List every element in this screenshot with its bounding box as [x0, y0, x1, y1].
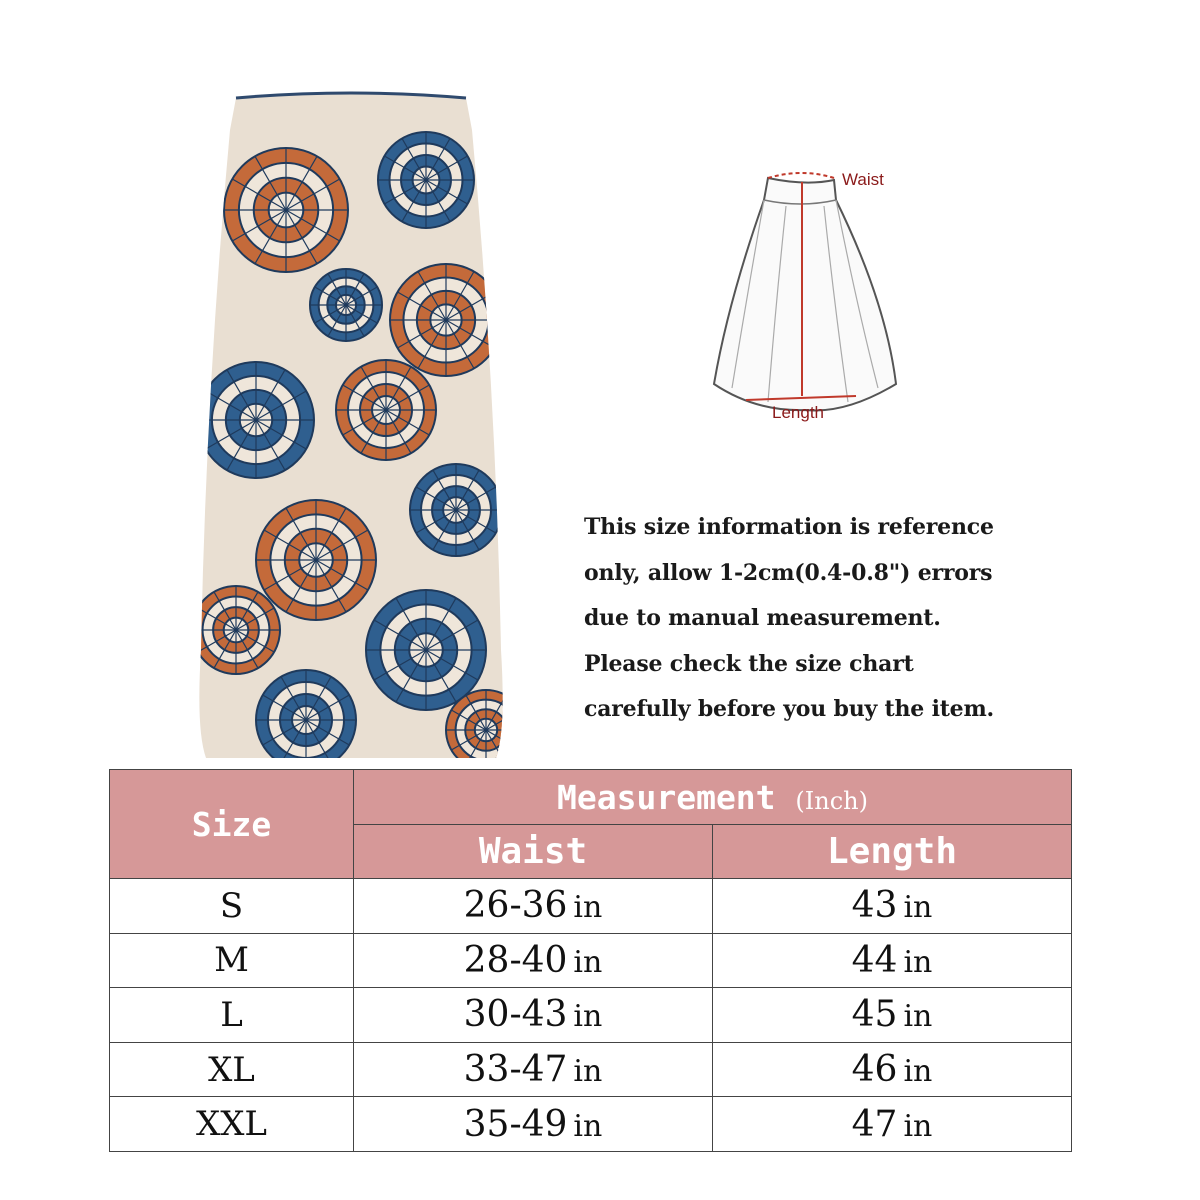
- length-cell: 47 in: [713, 1097, 1072, 1152]
- skirt-measurement-diagram: [706, 152, 906, 442]
- skirt-outline: [714, 178, 896, 410]
- mandala-motif: [196, 586, 280, 674]
- unit-label: in: [903, 944, 933, 980]
- skirt-product-photo: [196, 90, 506, 762]
- unit-label: in: [903, 999, 933, 1035]
- header-waist: Waist: [354, 825, 713, 879]
- mandala-motif: [310, 269, 382, 341]
- table-row: [110, 988, 1072, 1043]
- waist-cell: 33-47 in: [354, 1042, 713, 1097]
- diagram-waist-label: Waist: [842, 170, 884, 189]
- header-measurement-unit: (Inch): [795, 786, 868, 815]
- mandala-motif: [336, 360, 436, 460]
- waist-cell: 26-36 in: [354, 879, 713, 934]
- table-row: [110, 879, 1072, 934]
- header-length: Length: [713, 825, 1072, 879]
- mandala-motif: [256, 670, 356, 762]
- note-line: This size information is reference: [584, 514, 994, 540]
- unit-label: in: [573, 1108, 603, 1144]
- mandala-motif: [378, 132, 474, 228]
- mandala-motif: [390, 264, 502, 376]
- mandala-motif: [366, 590, 486, 710]
- size-disclaimer-note: [584, 505, 1144, 733]
- unit-label: in: [573, 1054, 603, 1090]
- diagram-length-label: Length: [772, 403, 824, 422]
- table-row: [110, 933, 1072, 988]
- size-cell: S: [110, 879, 354, 934]
- note-line: carefully before you buy the item.: [584, 696, 995, 722]
- waist-cell: 35-49 in: [354, 1097, 713, 1152]
- unit-label: in: [903, 890, 933, 926]
- length-cell: 44 in: [713, 933, 1072, 988]
- table-row: [110, 1042, 1072, 1097]
- mandala-motif: [256, 500, 376, 620]
- header-size: Size: [110, 770, 354, 879]
- table-row: [110, 1097, 1072, 1152]
- size-cell: L: [110, 988, 354, 1043]
- note-line: due to manual measurement.: [584, 605, 941, 631]
- mandala-motif: [198, 362, 314, 478]
- length-cell: 45 in: [713, 988, 1072, 1043]
- unit-label: in: [903, 1108, 933, 1144]
- unit-label: in: [573, 890, 603, 926]
- size-chart-table: [109, 769, 1072, 1152]
- length-cell: 46 in: [713, 1042, 1072, 1097]
- mandala-motif: [224, 148, 348, 272]
- note-line: only, allow 1-2cm(0.4-0.8") errors: [584, 559, 993, 586]
- waist-cell: 28-40 in: [354, 933, 713, 988]
- mandala-motif: [410, 464, 502, 556]
- unit-label: in: [903, 1054, 933, 1090]
- size-cell: XXL: [110, 1097, 354, 1152]
- note-line: Please check the size chart: [584, 650, 914, 677]
- length-cell: 43 in: [713, 879, 1072, 934]
- size-cell: XL: [110, 1042, 354, 1097]
- size-cell: M: [110, 933, 354, 988]
- unit-label: in: [573, 999, 603, 1035]
- unit-label: in: [573, 944, 603, 980]
- waist-cell: 30-43 in: [354, 988, 713, 1043]
- header-measurement: Measurement (Inch): [354, 770, 1072, 825]
